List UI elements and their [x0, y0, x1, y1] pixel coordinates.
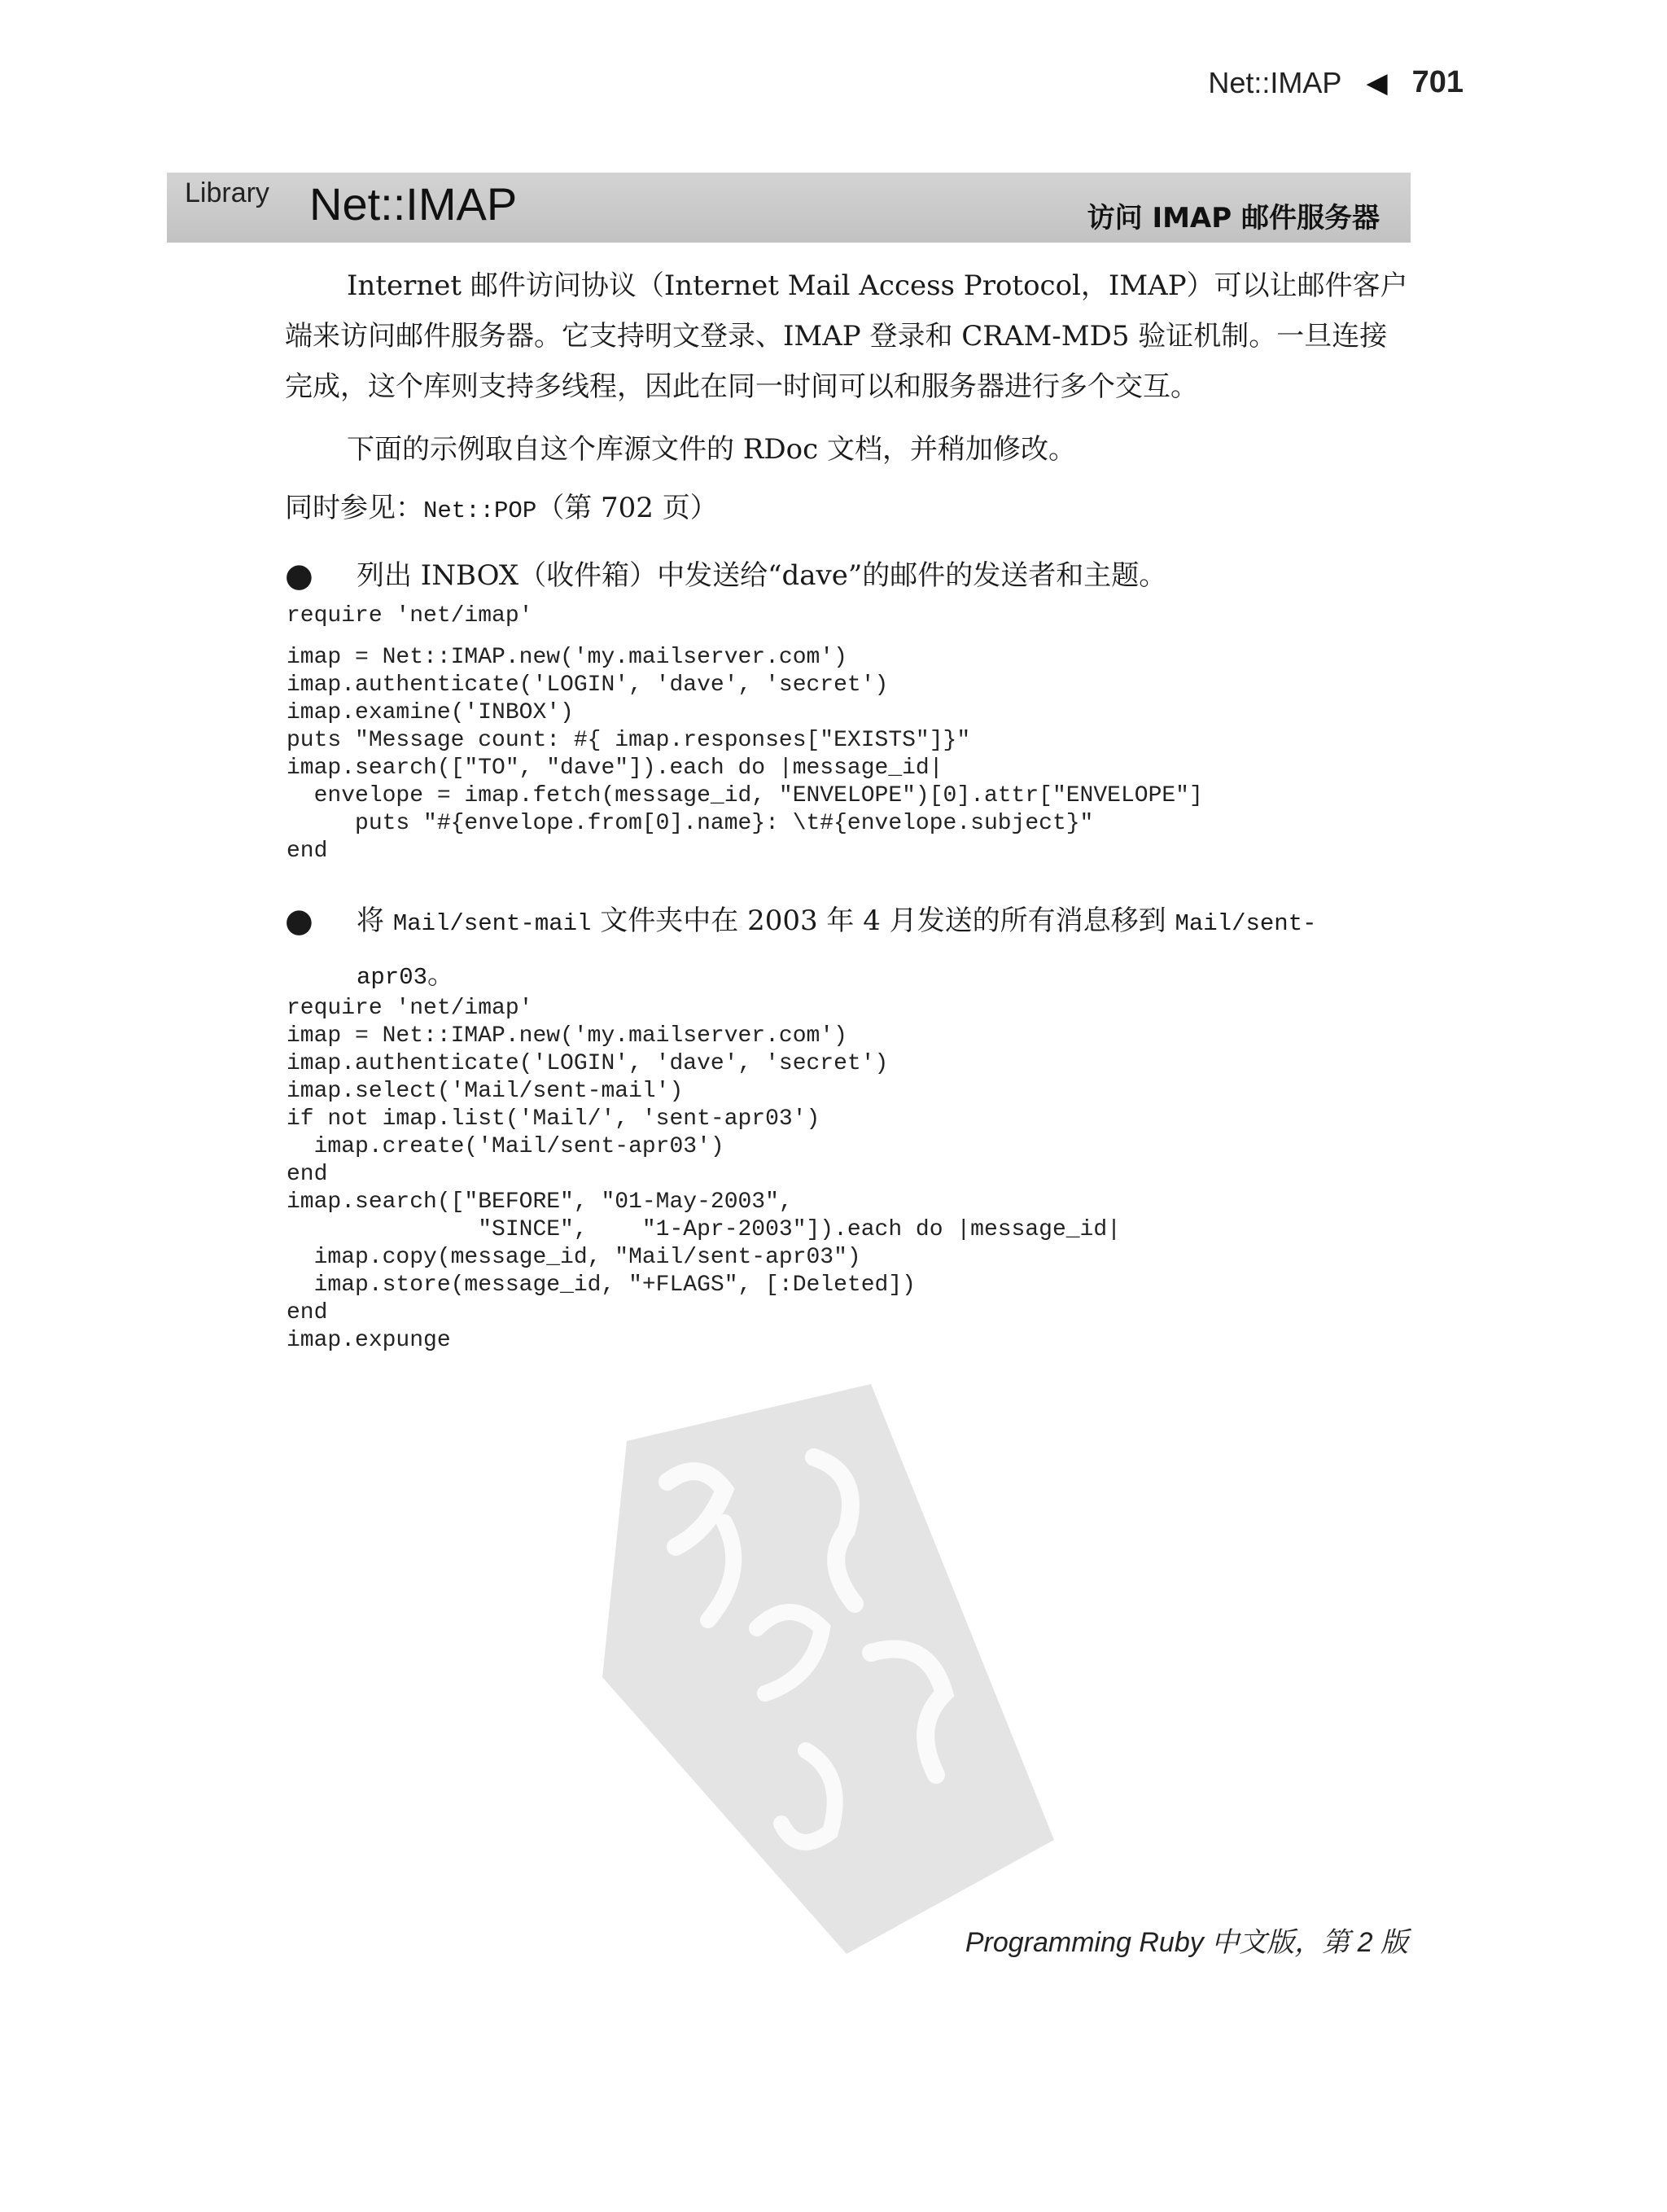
example2-desc-part3: 。	[427, 958, 456, 991]
example2-desc-code1: Mail/sent-mail	[392, 910, 592, 937]
example2-desc-part2: 文件夹中在 2003 年 4 月发送的所有消息移到	[591, 905, 1175, 937]
example2-code-block: require 'net/imap' imap = Net::IMAP.new('my.mailserver.com') imap.authenticate('LOGIN', 'dave', 'secret') imap.select('Mail/sent-mail') if not imap.list('Mail/', 'sent-apr03') imap.create('Mail/sent-apr03') end imap.search(["BEFORE", "01-May-2003", "SINCE", "1-Apr-2003"]).each do |message_id| imap.copy(message_id, "Mail/sent-apr03") imap.store(message_id, "+FLAGS", [:Deleted]) end imap.expunge	[287, 996, 1121, 1353]
left-triangle-icon: ◀	[1366, 67, 1388, 99]
see-also-line	[285, 483, 1408, 537]
footer-book-title: Programming Ruby 中文版，第 2 版	[965, 1927, 1408, 1958]
example2-desc-part1: 将	[357, 905, 393, 937]
rdoc-note-paragraph: 下面的示例取自这个库源文件的 RDoc 文档，并稍加修改。	[347, 433, 1076, 466]
example2-desc-code2: Mail/sent-apr03	[357, 910, 1317, 991]
library-label: Library	[185, 177, 269, 208]
library-seal-stamp-icon	[602, 1384, 1058, 1954]
bullet-dot-icon: ●	[285, 557, 313, 594]
example1-code-require: require 'net/imap'	[287, 603, 533, 629]
see-also-label: 同时参见：	[285, 492, 423, 524]
see-also-page: （第 702 页）	[536, 492, 718, 524]
example1-description: 列出 INBOX（收件箱）中发送给“dave”的邮件的发送者和主题。	[357, 559, 1167, 592]
intro-paragraph: Internet 邮件访问协议（Internet Mail Access Protocol，IMAP）可以让邮件客户端来访问邮件服务器。它支持明文登录、IMAP 登录和 CRAM-MD5 验证机制。一旦连接完成，这个库则支持多线程，因此在同一时间可以和服务器进行多个交互。	[285, 269, 1408, 403]
example2-description	[357, 896, 1415, 1003]
section-title: Net::IMAP	[309, 178, 518, 230]
example1-code-block: imap = Net::IMAP.new('my.mailserver.com') imap.authenticate('LOGIN', 'dave', 'secret') imap.examine('INBOX') puts "Message count: #{ imap.responses["EXISTS"]}" imap.search(["TO", "dave"]).each do |message_id| envelope = imap.fetch(message_id, "ENVELOPE")[0].attr["ENVELOPE"] puts "#{envelope.from[0].name}: \t#{envelope.subject}" end	[287, 645, 1203, 864]
section-subtitle: 访问 IMAP 邮件服务器	[1087, 202, 1380, 234]
see-also-code: Net::POP	[423, 497, 537, 524]
page-number: 701	[1411, 65, 1464, 99]
section-header-band	[167, 173, 1411, 243]
bullet-dot-icon: ●	[285, 902, 313, 940]
running-title: Net::IMAP	[1208, 65, 1342, 99]
running-header	[1208, 65, 1464, 100]
